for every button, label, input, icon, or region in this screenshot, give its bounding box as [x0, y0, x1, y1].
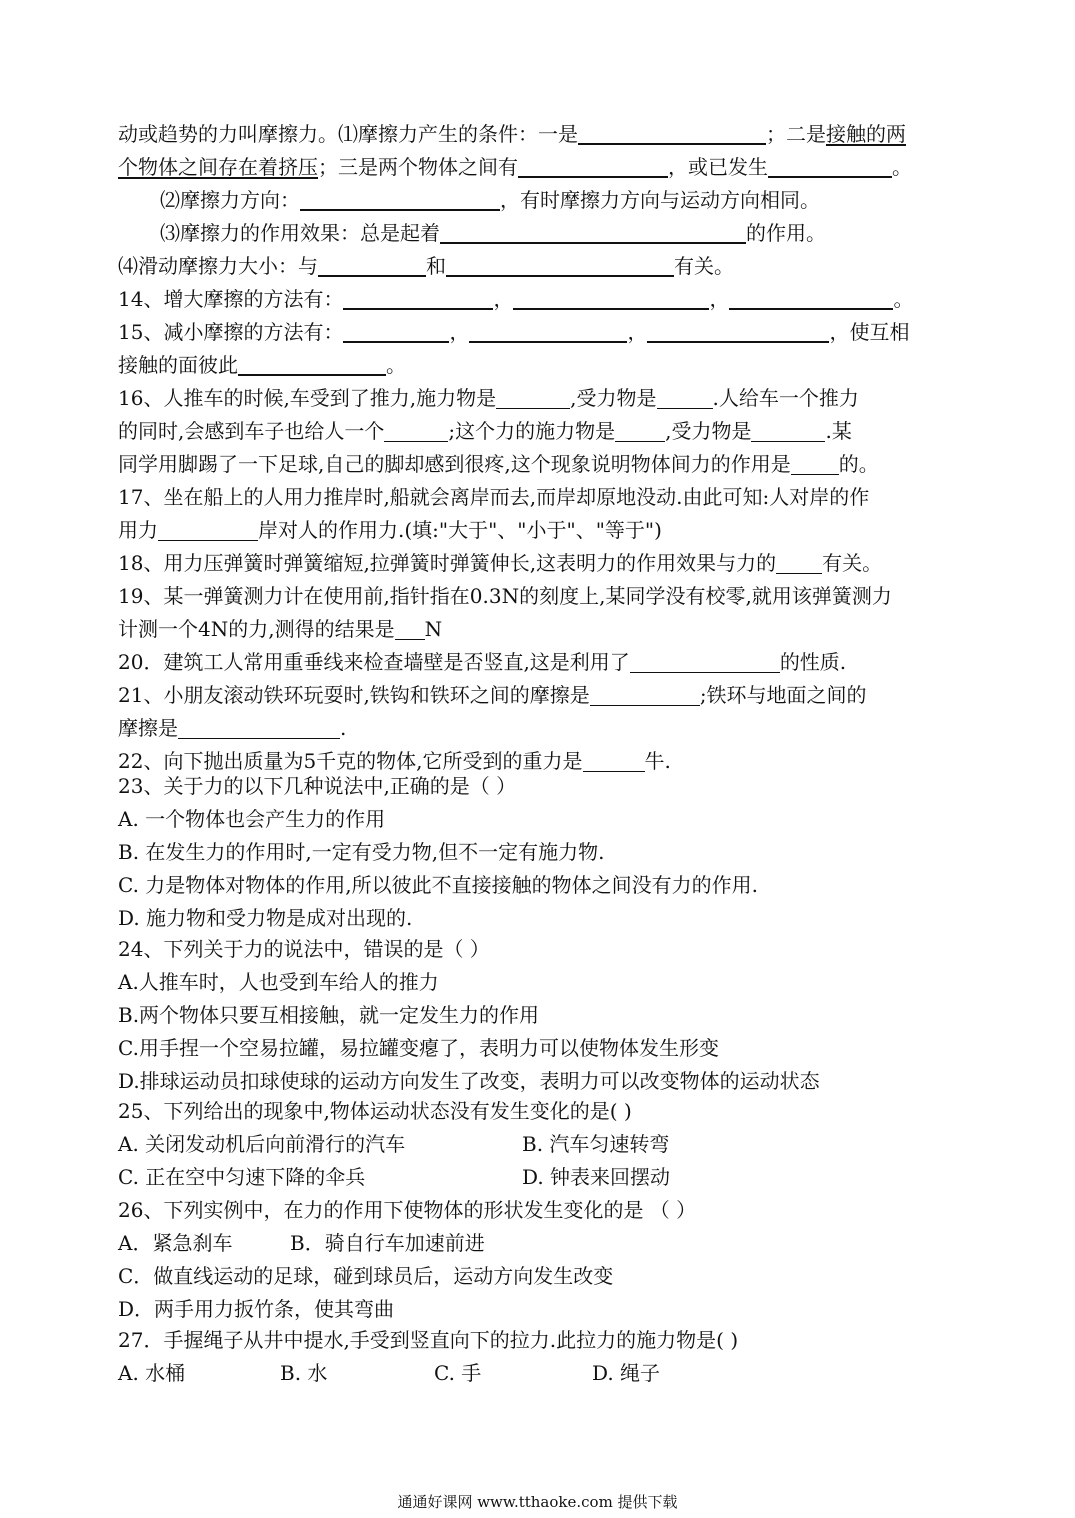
blank [496, 390, 570, 409]
blank [590, 687, 700, 706]
option-b: B.两个物体只要互相接触，就一定发生力的作用 [118, 1003, 540, 1027]
options-row [118, 1359, 958, 1387]
blank [513, 290, 709, 310]
text-line: 个物体之间存在着挤压；三是两个物体之间有 ，或已发生 。 [118, 155, 912, 179]
blank [238, 356, 386, 376]
question-14: 14、增大摩擦的方法有： ， ， 。 [118, 287, 914, 311]
question-15: 15、减小摩擦的方法有： ， ， ，使互相 [118, 320, 910, 344]
blank [578, 125, 766, 145]
option-d: D.排球运动员扣球使球的运动方向发生了改变，表明力可以改变物体的运动状态 [118, 1069, 820, 1093]
options-row [118, 1163, 958, 1191]
question-26: 26、下列实例中，在力的作用下使物体的形状发生变化的是 （ ） [118, 1198, 697, 1222]
blank [768, 158, 892, 178]
blank [791, 456, 839, 475]
question-25: 25、下列给出的现象中,物体运动状态没有发生变化的是( ) [118, 1099, 632, 1123]
blank [343, 290, 493, 310]
option-c: C. 正在空中匀速下降的伞兵 [118, 1165, 366, 1189]
options-row [118, 1229, 958, 1257]
options-row [118, 1130, 958, 1158]
question-23: 23、关于力的以下几种说法中,正确的是（ ） [118, 774, 517, 798]
question-27: 27．手握绳子从井中提水,手受到竖直向下的拉力.此拉力的施力物是( ) [118, 1328, 739, 1352]
question-16: 16、人推车的时候,车受到了推力,施力物是 ,受力物是 .人给车一个推力 [118, 386, 859, 410]
question-20: 20．建筑工人常用重垂线来检查墙壁是否竖直,这是利用了 的性质. [118, 650, 847, 674]
option-d: D. 钟表来回摆动 [522, 1165, 671, 1189]
question-16-cont: 同学用脚踢了一下足球,自己的脚却感到很疼,这个现象说明物体间力的作用是 的。 [118, 452, 879, 476]
blank [518, 158, 668, 178]
blank [583, 753, 645, 772]
footer-source: 通通好课网 www.tthaoke.com 提供下载 [397, 1493, 678, 1511]
option-c: C．做直线运动的足球，碰到球员后，运动方向发生改变 [118, 1264, 614, 1288]
option-a: A. 一个物体也会产生力的作用 [118, 807, 386, 831]
question-16-cont: 的同时,会感到车子也给人一个 ;这个力的施力物是 ,受力物是 .某 [118, 419, 852, 443]
question-19: 19、某一弹簧测力计在使用前,指针指在0.3N的刻度上,某同学没有校零,就用该弹簧测力 [118, 584, 892, 608]
blank [384, 423, 448, 442]
option-d: D. 施力物和受力物是成对出现的. [118, 906, 413, 930]
option-b: B．骑自行车加速前进 [290, 1231, 485, 1255]
question-18: 18、用力压弹簧时弹簧缩短,拉弹簧时弹簧伸长,这表明力的作用效果与力的 有关。 [118, 551, 883, 575]
option-a: A.人推车时，人也受到车给人的推力 [118, 970, 439, 994]
blank [318, 257, 426, 277]
option-d: D. 绳子 [592, 1361, 661, 1385]
blank [657, 390, 713, 409]
text-line: 动或趋势的力叫摩擦力。⑴摩擦力产生的条件：一是 ；二是接触的两 [118, 122, 906, 146]
option-c: C. 力是物体对物体的作用,所以彼此不直接接触的物体之间没有力的作用. [118, 873, 759, 897]
option-b: B. 汽车匀速转弯 [522, 1132, 670, 1156]
text-line: ⑷滑动摩擦力大小：与 和 有关。 [118, 254, 734, 278]
option-c: C.用手捏一个空易拉罐，易拉罐变瘪了，表明力可以使物体发生形变 [118, 1036, 719, 1060]
blank [158, 522, 258, 541]
blank [440, 224, 746, 244]
blank [446, 257, 674, 277]
option-a: A. 关闭发动机后向前滑行的汽车 [118, 1132, 406, 1156]
question-17: 17、坐在船上的人用力推岸时,船就会离岸而去,而岸却原地没动.由此可知:人对岸的作 [118, 485, 870, 509]
text-line: ⑵摩擦力方向： ，有时摩擦力方向与运动方向相同。 [160, 188, 820, 212]
blank [776, 555, 822, 574]
option-b: B. 水 [280, 1361, 328, 1385]
blank [630, 654, 780, 673]
question-24: 24、下列关于力的说法中，错误的是（ ） [118, 937, 490, 961]
text-line: ⑶摩擦力的作用效果：总是起着 的作用。 [160, 221, 826, 245]
option-b: B. 在发生力的作用时,一定有受力物,但不一定有施力物. [118, 840, 605, 864]
question-15-cont: 接触的面彼此 。 [118, 353, 406, 377]
question-21: 21、小朋友滚动铁环玩耍时,铁钩和铁环之间的摩擦是 ;铁环与地面之间的 [118, 683, 867, 707]
question-17-cont: 用力 岸对人的作用力.(填:"大于"、"小于"、"等于") [118, 518, 662, 542]
question-19-cont: 计测一个4N的力,测得的结果是 N [118, 617, 443, 641]
question-22: 22、向下抛出质量为5千克的物体,它所受到的重力是 牛. [118, 749, 671, 773]
blank [751, 423, 825, 442]
option-a: A．紧急刹车 [118, 1231, 233, 1255]
blank [300, 191, 500, 211]
blank [615, 423, 665, 442]
option-a: A. 水桶 [118, 1361, 186, 1385]
blank [469, 323, 627, 343]
blank [343, 323, 449, 343]
blank [178, 720, 340, 739]
option-d: D．两手用力扳竹条，使其弯曲 [118, 1297, 395, 1321]
blank [647, 323, 829, 343]
option-c: C. 手 [434, 1361, 482, 1385]
question-21-cont: 摩擦是 . [118, 716, 347, 740]
blank [729, 290, 893, 310]
blank [395, 621, 425, 640]
